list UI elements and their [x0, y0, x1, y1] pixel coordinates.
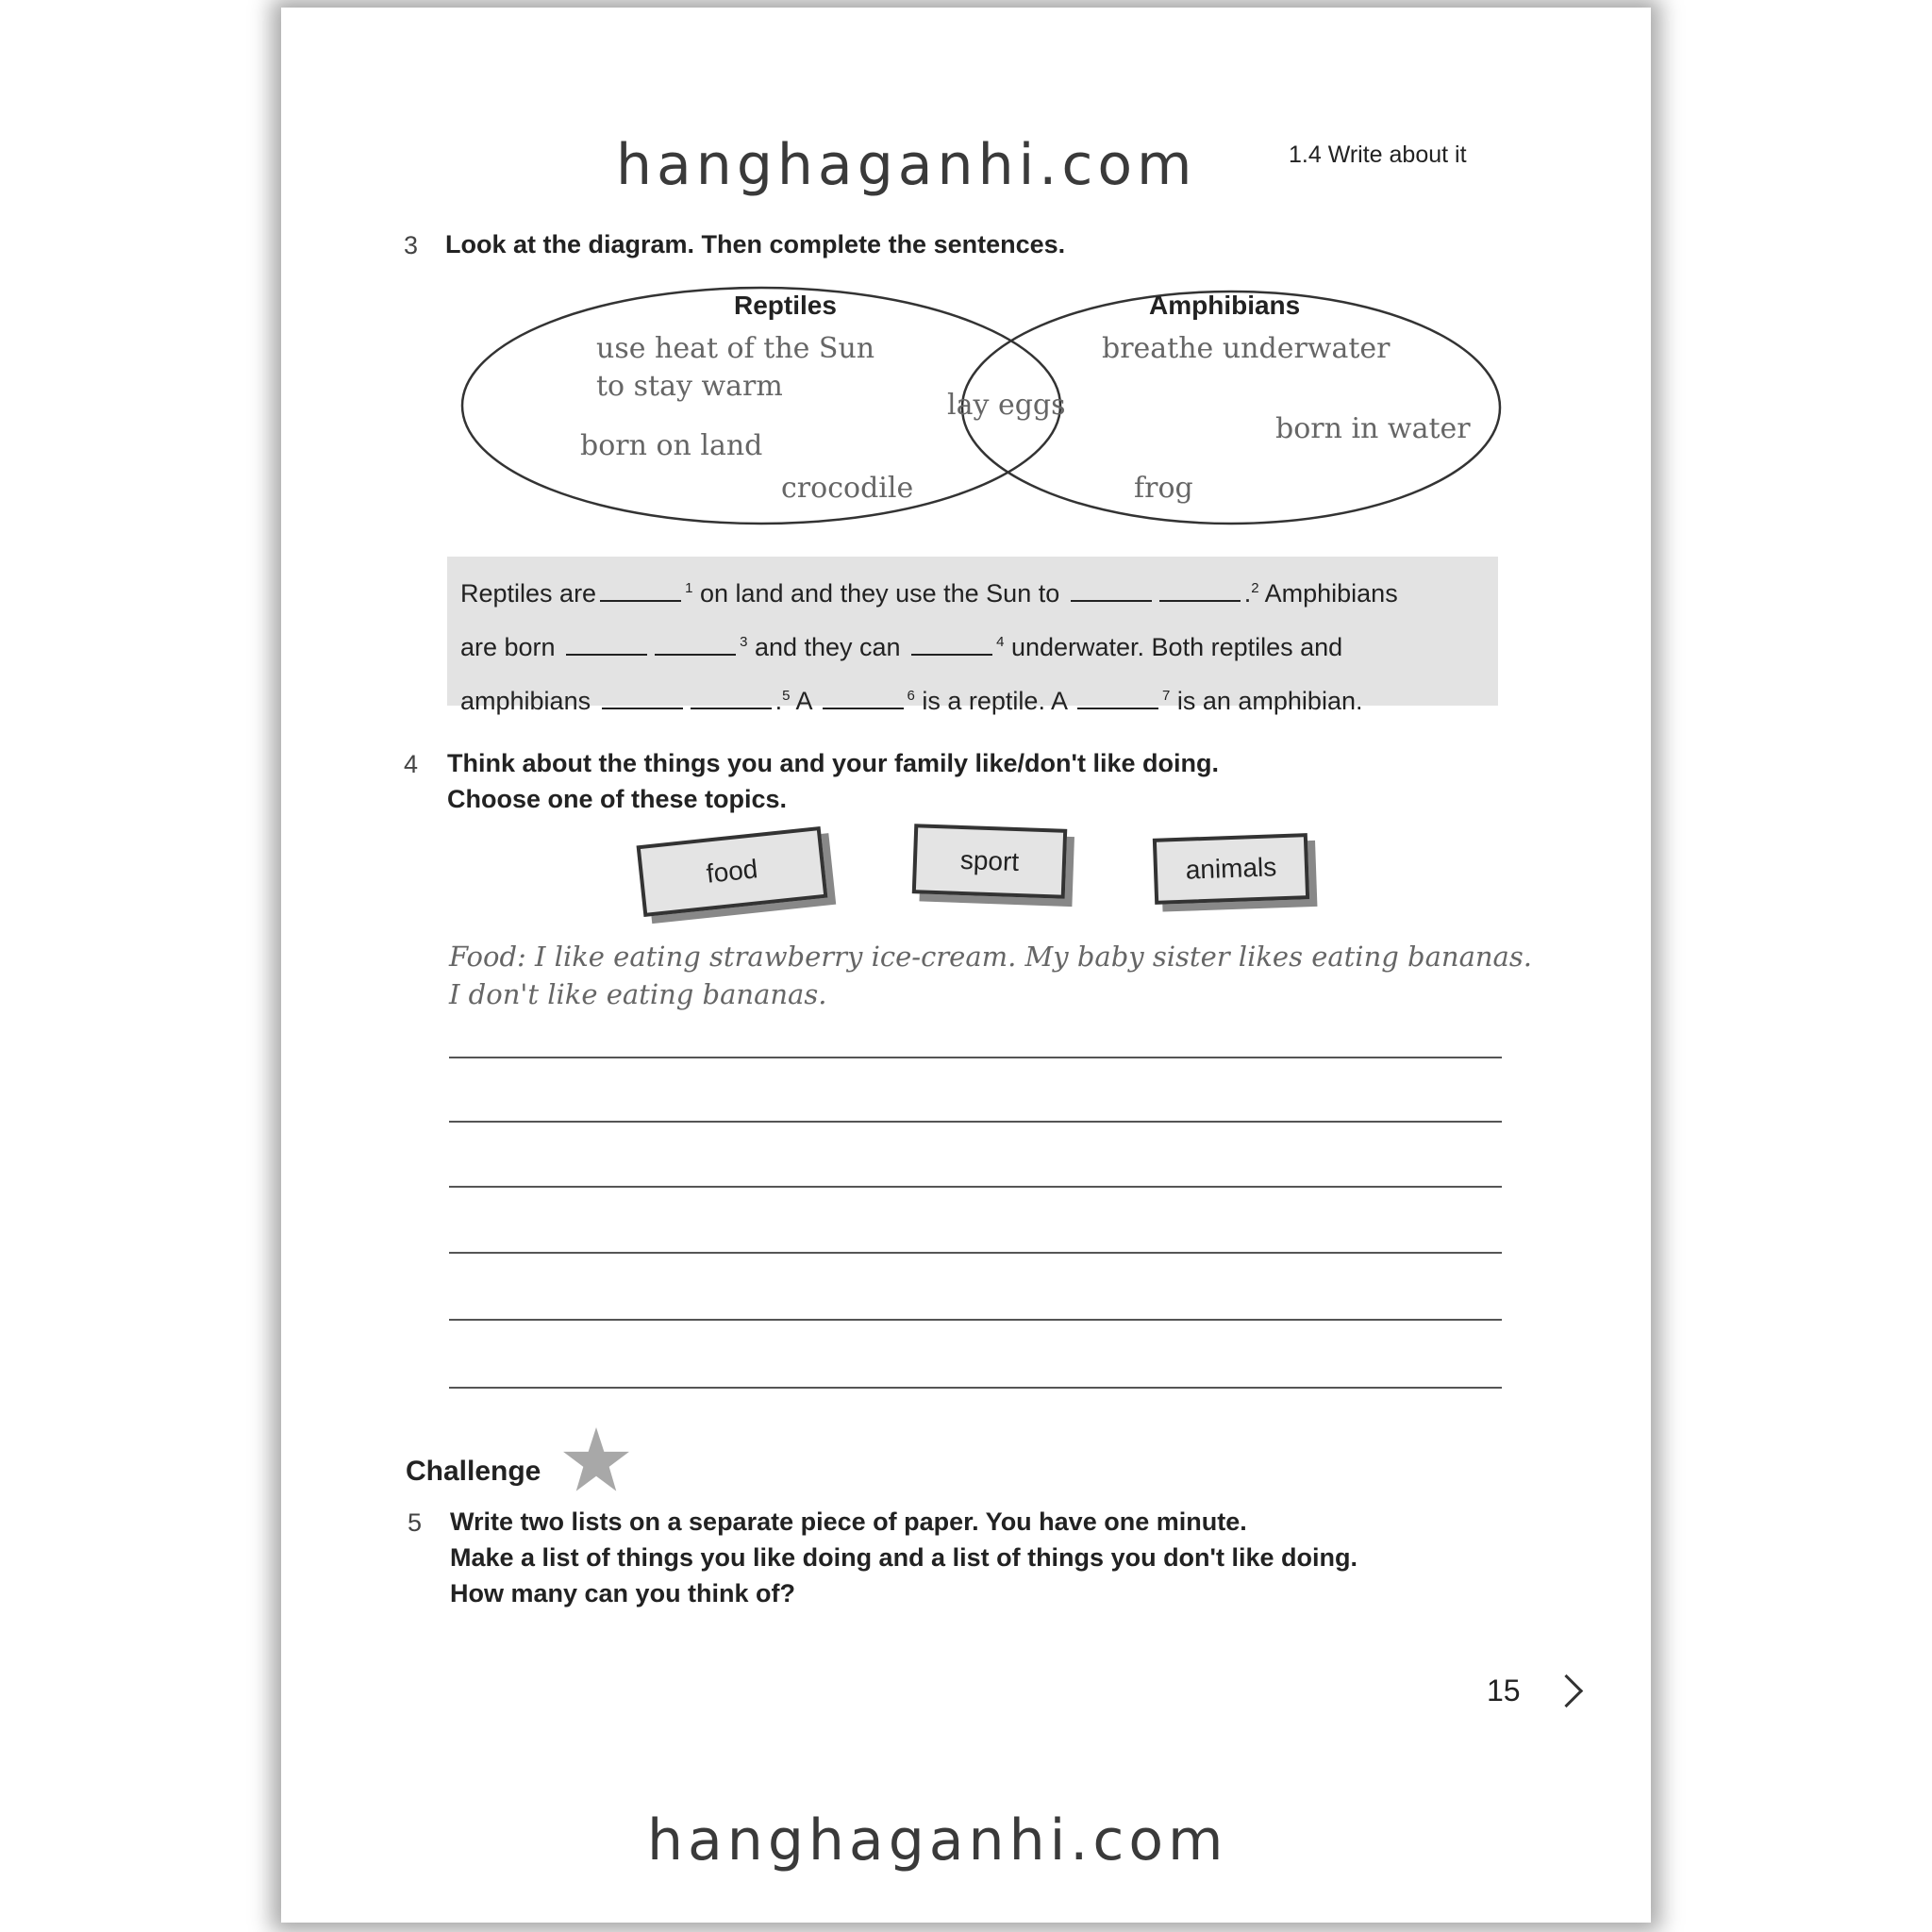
blank-field[interactable]: [691, 687, 772, 709]
venn-item: breathe underwater: [1102, 332, 1391, 365]
question-5-number: 5: [408, 1508, 423, 1537]
question-4-subinstruction: Choose one of these topics.: [447, 785, 788, 813]
blank-field[interactable]: [1071, 579, 1152, 602]
writing-line[interactable]: [449, 1252, 1502, 1254]
blank-field[interactable]: [823, 687, 904, 709]
blank-field[interactable]: [600, 579, 681, 602]
cloze-line-2: are born $^3$ and they can $^4$ underwater. Both reptiles and: [460, 633, 1343, 661]
venn-title-amphibians: Amphibians: [1149, 291, 1301, 320]
writing-line[interactable]: [449, 1387, 1502, 1389]
venn-item: crocodile: [781, 472, 914, 505]
question-4-number: 4: [404, 750, 419, 778]
venn-item: born on land: [580, 429, 763, 462]
venn-item: to stay warm: [596, 370, 783, 403]
writing-line[interactable]: [449, 1319, 1502, 1321]
writing-line[interactable]: [449, 1186, 1502, 1188]
venn-item: frog: [1134, 472, 1193, 505]
challenge-line-2: Make a list of things you like doing and a list of things you don't like doing.: [450, 1543, 1357, 1572]
star-icon: [560, 1424, 632, 1496]
blank-field[interactable]: [566, 633, 647, 656]
cloze-line-3: amphibians .$^5$ A $^6$ is a reptile. A $^7$ is an amphibian.: [460, 687, 1363, 715]
challenge-line-1: Write two lists on a separate piece of paper. You have one minute.: [450, 1507, 1247, 1536]
topic-card-sport[interactable]: sport: [912, 824, 1067, 899]
blank-field[interactable]: [602, 687, 683, 709]
writing-line[interactable]: [449, 1121, 1502, 1123]
example-answer-line-2: I don't like eating bananas.: [449, 978, 827, 1010]
blank-field[interactable]: [1077, 687, 1158, 709]
topic-card-food[interactable]: food: [637, 826, 828, 917]
challenge-line-3: How many can you think of?: [450, 1579, 796, 1607]
section-label: 1.4 Write about it: [1289, 142, 1467, 168]
blank-field[interactable]: [1159, 579, 1241, 602]
blank-field[interactable]: [911, 633, 992, 656]
venn-item: born in water: [1275, 412, 1471, 445]
watermark-bottom: hanghaganhi.com: [647, 1807, 1228, 1874]
page-number: 15: [1487, 1674, 1521, 1707]
challenge-heading: Challenge: [406, 1456, 541, 1487]
cloze-line-1: Reptiles are $^1$ on land and they use the Sun to .$^2$ Amphibians: [460, 579, 1398, 608]
question-3-number: 3: [404, 231, 419, 259]
topic-card-animals[interactable]: animals: [1153, 833, 1309, 905]
venn-title-reptiles: Reptiles: [734, 291, 837, 320]
venn-center-item: lay eggs: [947, 389, 1066, 422]
chevron-right-icon[interactable]: [1555, 1679, 1578, 1703]
venn-item: use heat of the Sun: [596, 332, 875, 365]
question-4-instruction: Think about the things you and your family like/don't like doing.: [447, 749, 1219, 777]
question-3-instruction: Look at the diagram. Then complete the sentences.: [445, 230, 1066, 258]
writing-line[interactable]: [449, 1057, 1502, 1058]
blank-field[interactable]: [655, 633, 736, 656]
cloze-passage: [447, 557, 1498, 715]
example-answer-line-1: Food: I like eating strawberry ice-cream. My baby sister likes eating bananas.: [449, 941, 1532, 973]
watermark-top: hanghaganhi.com: [616, 132, 1197, 198]
